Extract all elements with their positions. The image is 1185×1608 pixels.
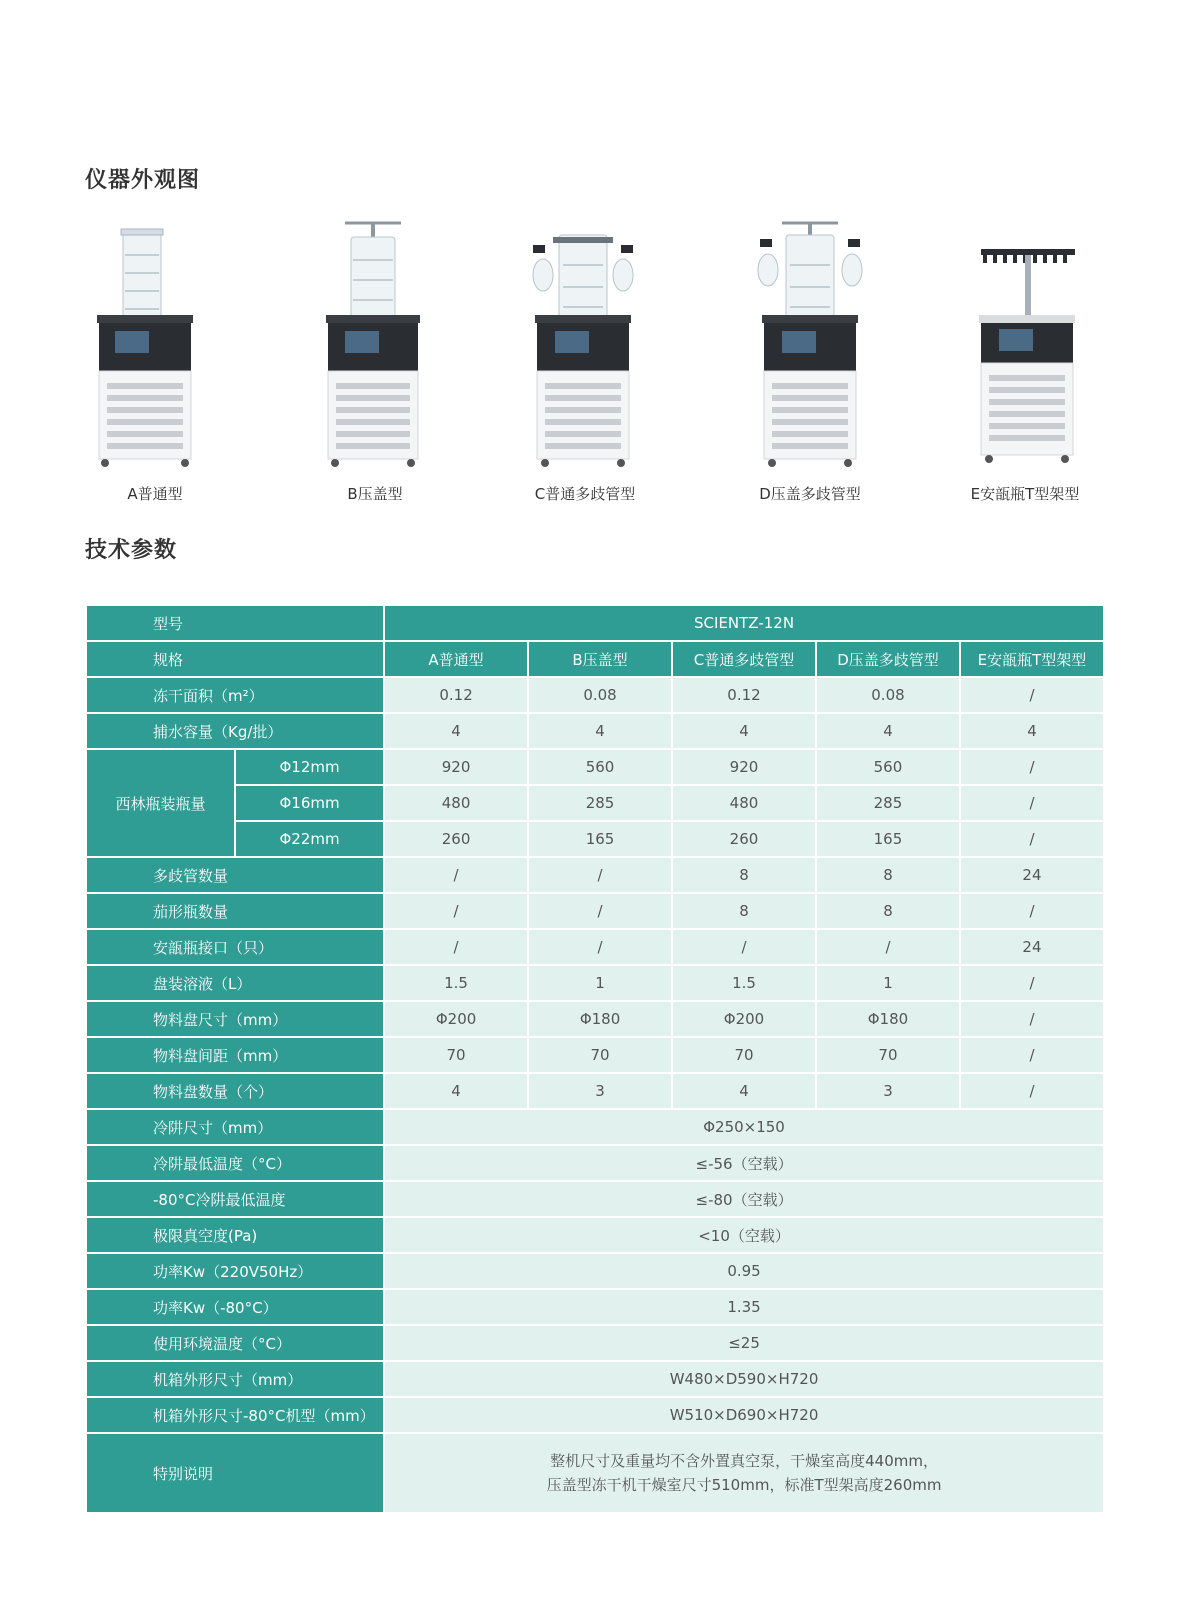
- table-row: [86, 1289, 1104, 1325]
- product-gallery: [85, 215, 1105, 505]
- table-cell: 1: [816, 965, 960, 1001]
- row-label: 功率Kw（220V50Hz）: [86, 1253, 384, 1289]
- table-cell: 4: [672, 1073, 816, 1109]
- column-header: B压盖型: [528, 641, 672, 677]
- table-cell: 920: [384, 749, 528, 785]
- table-cell: 70: [672, 1037, 816, 1073]
- row-label: -80°C冷阱最低温度: [86, 1181, 384, 1217]
- table-cell: 0.12: [384, 677, 528, 713]
- table-row: [86, 785, 1104, 821]
- table-cell: 8: [672, 893, 816, 929]
- row-label: 物料盘数量（个）: [86, 1073, 384, 1109]
- table-row: [86, 1361, 1104, 1397]
- table-cell: /: [960, 785, 1104, 821]
- row-label: 安瓿瓶接口（只）: [86, 929, 384, 965]
- table-cell: /: [384, 857, 528, 893]
- table-cell: 560: [816, 749, 960, 785]
- table-row: [86, 1397, 1104, 1433]
- table-cell: ≤25: [384, 1325, 1104, 1361]
- table-cell: ≤-80（空载）: [384, 1181, 1104, 1217]
- row-label: 物料盘尺寸（mm）: [86, 1001, 384, 1037]
- table-row: [86, 1109, 1104, 1145]
- row-label: 冻干面积（m²）: [86, 677, 384, 713]
- table-cell: /: [960, 1037, 1104, 1073]
- column-header: A普通型: [384, 641, 528, 677]
- freeze-dryer-d-image: [730, 215, 890, 475]
- table-row: [86, 1001, 1104, 1037]
- table-cell: /: [384, 893, 528, 929]
- table-cell: 1: [528, 965, 672, 1001]
- table-cell: 24: [960, 857, 1104, 893]
- table-row: [86, 1181, 1104, 1217]
- table-cell: 260: [384, 821, 528, 857]
- note-line: 整机尺寸及重量均不含外置真空泵，干燥室高度440mm，: [550, 1452, 938, 1470]
- table-cell: /: [960, 1001, 1104, 1037]
- table-cell: <10（空载）: [384, 1217, 1104, 1253]
- table-cell: 1.5: [672, 965, 816, 1001]
- table-row: [86, 965, 1104, 1001]
- model-value: SCIENTZ-12N: [384, 605, 1104, 641]
- table-cell: W480×D590×H720: [384, 1361, 1104, 1397]
- table-cell: 70: [384, 1037, 528, 1073]
- spec-table: [85, 604, 1105, 1514]
- row-label: 冷阱尺寸（mm）: [86, 1109, 384, 1145]
- table-cell: 4: [384, 713, 528, 749]
- table-cell: Φ200: [384, 1001, 528, 1037]
- table-cell: 70: [528, 1037, 672, 1073]
- table-cell: /: [528, 893, 672, 929]
- table-cell: /: [384, 929, 528, 965]
- row-label: 特别说明: [86, 1433, 384, 1513]
- product-e: [945, 215, 1105, 505]
- row-label: 西林瓶装瓶量: [86, 749, 235, 857]
- freeze-dryer-c-image: [505, 215, 665, 475]
- row-label: 机箱外形尺寸-80°C机型（mm）: [86, 1397, 384, 1433]
- table-cell: /: [960, 1073, 1104, 1109]
- table-cell: 260: [672, 821, 816, 857]
- sub-label: Φ12mm: [235, 749, 384, 785]
- table-cell: 4: [528, 713, 672, 749]
- row-label: 盘装溶液（L）: [86, 965, 384, 1001]
- table-cell: Φ180: [528, 1001, 672, 1037]
- table-row: [86, 1217, 1104, 1253]
- freeze-dryer-b-image: [295, 215, 455, 475]
- table-row: [86, 1325, 1104, 1361]
- row-label: 使用环境温度（°C）: [86, 1325, 384, 1361]
- table-cell: 480: [672, 785, 816, 821]
- table-row: [86, 893, 1104, 929]
- table-cell: ≤-56（空载）: [384, 1145, 1104, 1181]
- sub-label: Φ22mm: [235, 821, 384, 857]
- table-cell: /: [672, 929, 816, 965]
- table-cell: 1.5: [384, 965, 528, 1001]
- freeze-dryer-a-image: [75, 215, 235, 475]
- row-label: 捕水容量（Kg/批）: [86, 713, 384, 749]
- table-cell: 165: [528, 821, 672, 857]
- row-label: 机箱外形尺寸（mm）: [86, 1361, 384, 1397]
- table-cell: 4: [960, 713, 1104, 749]
- table-cell: Φ250×150: [384, 1109, 1104, 1145]
- table-row: [86, 929, 1104, 965]
- table-cell: 24: [960, 929, 1104, 965]
- table-row: [86, 821, 1104, 857]
- product-d: [730, 215, 890, 505]
- table-row: [86, 677, 1104, 713]
- table-cell: Φ200: [672, 1001, 816, 1037]
- table-row: [86, 1433, 1104, 1513]
- product-b: [295, 215, 455, 505]
- product-c: [505, 215, 665, 505]
- table-cell: 4: [672, 713, 816, 749]
- product-caption: B压盖型: [347, 485, 403, 503]
- appearance-title: 仪器外观图: [85, 168, 201, 193]
- table-cell: Φ180: [816, 1001, 960, 1037]
- product-caption: C普通多歧管型: [534, 485, 636, 503]
- sub-label: Φ16mm: [235, 785, 384, 821]
- table-cell: 0.08: [816, 677, 960, 713]
- table-row: [86, 713, 1104, 749]
- product-caption: D压盖多歧管型: [759, 485, 861, 503]
- table-cell: 1.35: [384, 1289, 1104, 1325]
- table-cell: /: [960, 749, 1104, 785]
- table-cell: 8: [672, 857, 816, 893]
- table-cell: /: [960, 821, 1104, 857]
- table-cell: 285: [528, 785, 672, 821]
- table-cell: /: [960, 677, 1104, 713]
- table-cell: 4: [816, 713, 960, 749]
- table-cell: 920: [672, 749, 816, 785]
- table-cell: 480: [384, 785, 528, 821]
- table-row: [86, 1073, 1104, 1109]
- table-row: [86, 641, 1104, 677]
- spec-title: 技术参数: [85, 538, 178, 563]
- row-label: 茄形瓶数量: [86, 893, 384, 929]
- table-cell: 560: [528, 749, 672, 785]
- column-header: E安瓿瓶T型架型: [960, 641, 1104, 677]
- product-caption: E安瓿瓶T型架型: [970, 485, 1080, 503]
- table-cell: 165: [816, 821, 960, 857]
- product-caption: A普通型: [127, 485, 183, 503]
- row-label: 型号: [86, 605, 384, 641]
- row-label: 物料盘间距（mm）: [86, 1037, 384, 1073]
- table-cell: /: [816, 929, 960, 965]
- table-row: [86, 1145, 1104, 1181]
- table-row: [86, 1037, 1104, 1073]
- row-label: 极限真空度(Pa): [86, 1217, 384, 1253]
- table-row: [86, 857, 1104, 893]
- table-cell: 70: [816, 1037, 960, 1073]
- row-label: 规格: [86, 641, 384, 677]
- table-cell: /: [528, 857, 672, 893]
- row-label: 功率Kw（-80°C）: [86, 1289, 384, 1325]
- row-label: 冷阱最低温度（°C）: [86, 1145, 384, 1181]
- table-cell: 3: [528, 1073, 672, 1109]
- table-row: [86, 605, 1104, 641]
- table-cell: /: [528, 929, 672, 965]
- table-cell: 0.12: [672, 677, 816, 713]
- table-cell: W510×D690×H720: [384, 1397, 1104, 1433]
- table-row: [86, 1253, 1104, 1289]
- table-cell: 4: [384, 1073, 528, 1109]
- table-cell: 285: [816, 785, 960, 821]
- column-header: D压盖多歧管型: [816, 641, 960, 677]
- note-line: 压盖型冻干机干燥室尺寸510mm，标准T型架高度260mm: [546, 1476, 942, 1494]
- table-row: [86, 749, 1104, 785]
- table-cell: 3: [816, 1073, 960, 1109]
- column-header: C普通多歧管型: [672, 641, 816, 677]
- note-cell: [384, 1433, 1104, 1513]
- table-cell: /: [960, 965, 1104, 1001]
- row-label: 多歧管数量: [86, 857, 384, 893]
- table-cell: 0.08: [528, 677, 672, 713]
- table-cell: 0.95: [384, 1253, 1104, 1289]
- table-cell: 8: [816, 857, 960, 893]
- table-cell: /: [960, 893, 1104, 929]
- product-a: [75, 215, 235, 505]
- freeze-dryer-e-image: [945, 215, 1105, 475]
- table-cell: 8: [816, 893, 960, 929]
